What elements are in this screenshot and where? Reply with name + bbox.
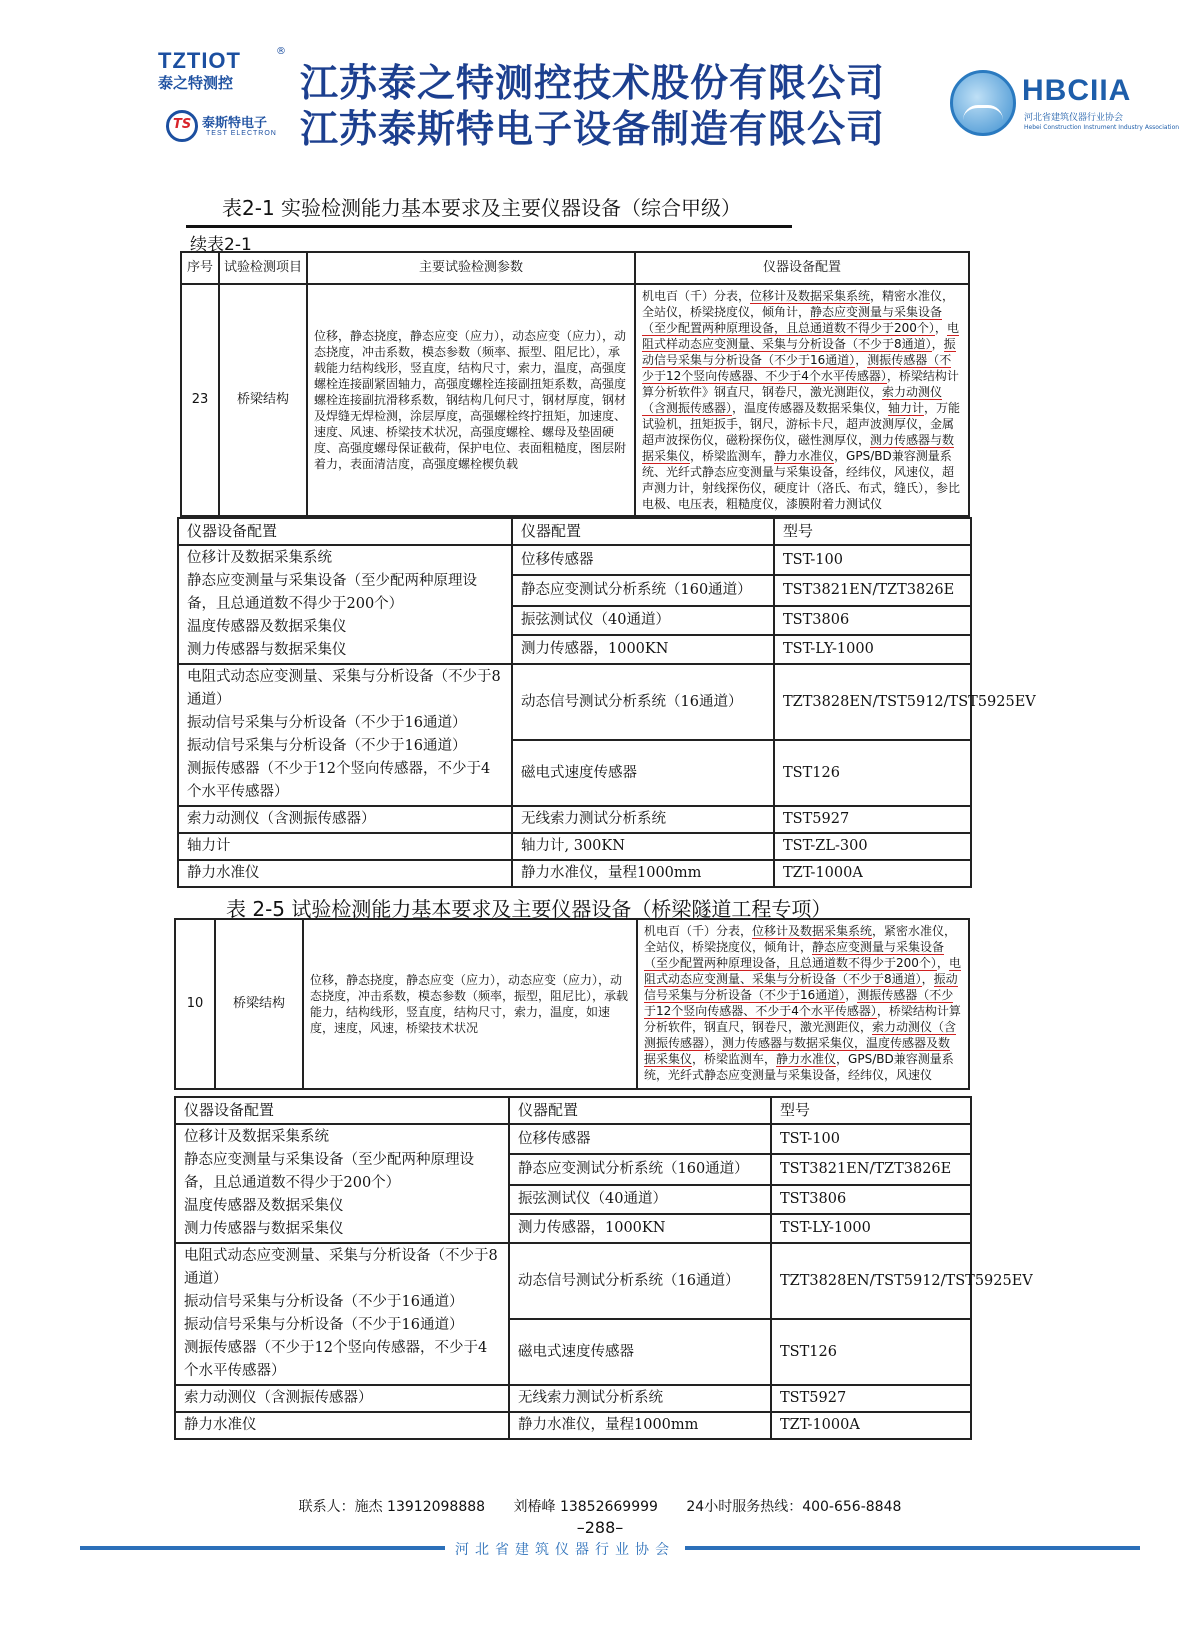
- model-cell: TST5927: [771, 1385, 971, 1412]
- header-model: 型号: [771, 1097, 971, 1124]
- config-item: 温度传感器及数据采集仪: [187, 619, 347, 635]
- config-item: 测振传感器（不少于12个竖向传感器，不少于4个水平传感器）: [187, 761, 491, 800]
- config-group-static: [175, 1124, 509, 1243]
- header-equipment: 仪器设备配置: [635, 252, 969, 284]
- highlighted-equipment-text: 测力传感器与数据采集仪，温度传感器及数据采集仪: [644, 1036, 951, 1066]
- footer-association: 河北省建筑仪器行业协会: [445, 1539, 685, 1559]
- config-table-2: [174, 1096, 1033, 1440]
- config-item: 振动信号采集与分析设备（不少于16通道）: [184, 1294, 464, 1310]
- registered-mark: ®: [276, 46, 286, 57]
- config-item: 静态应变测量与采集设备（至少配两种原理设备，且总通道数不得少于200个）: [184, 1152, 474, 1191]
- header-test-item: 试验检测项目: [219, 252, 307, 284]
- config-item: 静态应变测量与采集设备（至少配两种原理设备，且总通道数不得少于200个）: [187, 573, 477, 612]
- model-cell: TST3821EN/TZT3826E: [771, 1154, 971, 1185]
- ts-emblem-icon: TS: [166, 110, 198, 142]
- instrument-cell: 振弦测试仪（40通道）: [509, 1185, 771, 1214]
- hbciia-logo-cn: 河北省建筑仪器行业协会: [1024, 113, 1124, 123]
- instrument-cell: 无线索力测试分析系统: [512, 806, 774, 833]
- header-instrument: 仪器配置: [512, 518, 774, 545]
- equipment-text: ，桥梁结构计算分析软件，钢直尺，钢卷尺，激光测距仪，: [644, 1004, 961, 1034]
- equipment-text: ，紧密水准仪，全站仪，桥梁挠度仪，倾角计，: [644, 924, 957, 954]
- hbciia-logo: [950, 70, 1180, 140]
- contact-line: [0, 1496, 1200, 1516]
- config-item: 振动信号采集与分析设备（不少于16通道）: [187, 738, 467, 754]
- config-item: 测振传感器（不少于12个竖向传感器，不少于4个水平传感器）: [184, 1340, 488, 1379]
- config-left-cell: 静力水准仪: [175, 1412, 509, 1439]
- service-hotline: 24小时服务热线：400-656-8848: [686, 1499, 902, 1515]
- model-cell: TST-100: [771, 1124, 971, 1154]
- equipment-text: ，GPS/BD兼容测量系统，光纤式静态应变测量与采集设备，经纬仪，风速仪: [644, 1052, 954, 1082]
- page-number: –288–: [576, 1518, 624, 1537]
- contact-person-1: 联系人：施杰 13912098888: [298, 1499, 486, 1515]
- equipment-text: ，: [710, 1036, 723, 1050]
- highlighted-equipment-text: 静态应变测量与采集设备（至少配置两种原理设备，且总通道数不得少于200个）: [644, 940, 945, 970]
- row-test-params: 位移，静态挠度，静态应变（应力），动态应变（应力），动态挠度，冲击系数，模态参数（频率、振型、阻尼比），承载能力结构线形，竖直度，结构尺寸，索力，温度，高强度螺栓连接副紧固轴力，高强度螺栓连接副扭矩系数，高强度螺栓连接副抗滑移系数，钢结构几何尺寸，钢材厚度，钢材及焊缝无焊检测，涂层厚度，高强螺栓终拧扭矩，加速度、速度、风速、桥梁技术状况，高强度螺栓、螺母及垫固硬度、高强度螺母保证截荷，保护电位、表面粗糙度，图层附着力，表面清洁度，高强度螺栓楔负载: [307, 284, 635, 516]
- config-item: 振动信号采集与分析设备（不少于16通道）: [187, 715, 467, 731]
- equipment-text: ，精密水准仪，全站仪，桥梁挠度仪，倾角计，: [642, 289, 955, 319]
- highlighted-equipment-text: 测力传感器与数据采集仪: [642, 433, 955, 463]
- highlighted-equipment-text: 轴力计: [888, 401, 925, 415]
- contact-person-2: 刘椿峰 13852669999: [513, 1499, 658, 1515]
- row-serial: 10: [175, 919, 215, 1089]
- highlighted-equipment-text: 位移计及数据采集系统: [750, 289, 871, 303]
- equipment-text: ，: [936, 956, 949, 970]
- instrument-cell: 位移传感器: [512, 545, 774, 575]
- model-cell: TST-LY-1000: [771, 1214, 971, 1243]
- highlighted-equipment-text: 测振传感器（不少于12个竖向传感器、不少于4个水平传感器）: [644, 988, 954, 1018]
- model-cell: TST3821EN/TZT3826E: [774, 575, 971, 606]
- row-test-item: 桥梁结构: [219, 284, 307, 516]
- test-logo-en: TEST ELECTRON: [206, 130, 277, 137]
- model-cell: TST5927: [774, 806, 971, 833]
- tztiot-logo: [158, 48, 288, 93]
- instrument-cell: 测力传感器，1000KN: [509, 1214, 771, 1243]
- model-cell: TST3806: [771, 1185, 971, 1214]
- highlighted-equipment-text: 静力水准仪: [774, 449, 835, 463]
- row-equipment: [635, 284, 969, 516]
- row-test-params: 位移，静态挠度，静态应变（应力），动态应变（应力），动态挠度，冲击系数，模态参数（频率，振型，阻尼比），承载能力，结构线形，竖直度，结构尺寸，索力，温度，如速度，速度，风速，桥梁技术状况: [303, 919, 637, 1089]
- highlighted-equipment-text: 静态应变测量与采集设备（至少配置两种原理设备，且总通道数不得少于200个）: [642, 305, 943, 335]
- instrument-cell: 位移传感器: [509, 1124, 771, 1154]
- equipment-text: ，: [921, 972, 934, 986]
- instrument-cell: 动态信号测试分析系统（16通道）: [509, 1243, 771, 1319]
- company-name-2: 江苏泰斯特电子设备制造有限公司: [300, 107, 886, 151]
- hbciia-logo-title: HBCIIA: [1022, 74, 1132, 107]
- highlighted-equipment-text: 电阻式动态应变测量、采集与分析设备（不少于8通道）: [644, 956, 961, 986]
- table-2-1-continued-caption: 续表2-1: [190, 235, 252, 255]
- header-serial: 序号: [181, 252, 219, 284]
- highlighted-equipment-text: 振动信号采集与分析设备（不少于16通道）: [644, 972, 958, 1002]
- hbciia-logo-en: Hebei Construction Instrument Industry Association: [1024, 124, 1180, 131]
- highlighted-equipment-text: 振动信号采集与分析设备（不少于16通道）: [642, 337, 956, 367]
- company-name-1: 江苏泰之特测控技术股份有限公司: [300, 61, 886, 105]
- test-logo-cn: 泰斯特电子: [202, 116, 268, 131]
- instrument-cell: 振弦测试仪（40通道）: [512, 606, 774, 635]
- equipment-text: ，桥梁监测车，: [690, 449, 775, 463]
- page-header: [0, 0, 1200, 170]
- equipment-text: ，桥梁监测车，: [692, 1052, 777, 1066]
- tztiot-logo-text: TZTIOT: [158, 48, 241, 73]
- equipment-text: ，温度传感器及数据采集仪，: [732, 401, 889, 415]
- instrument-cell: 无线索力测试分析系统: [509, 1385, 771, 1412]
- config-left-cell: 轴力计: [178, 833, 512, 860]
- model-cell: TZT3828EN/TST5912/TST5925EV: [771, 1243, 971, 1319]
- table-2-1-caption: 表2-1 实验检测能力基本要求及主要仪器设备（综合甲级）: [222, 196, 742, 220]
- highlighted-equipment-text: 索力动测仪（含测振传感器）: [642, 385, 943, 415]
- test-electron-logo: [166, 110, 286, 144]
- instrument-cell: 静态应变测试分析系统（160通道）: [512, 575, 774, 606]
- config-group-static: [178, 545, 512, 664]
- config-item: 振动信号采集与分析设备（不少于16通道）: [184, 1317, 464, 1333]
- globe-bridge-icon: [950, 70, 1016, 136]
- model-cell: TST-ZL-300: [774, 833, 971, 860]
- header-instrument: 仪器配置: [509, 1097, 771, 1124]
- equipment-text: ，: [931, 337, 944, 351]
- row-test-item: 桥梁结构: [215, 919, 303, 1089]
- equipment-text: ，: [855, 353, 868, 367]
- config-left-cell: 静力水准仪: [178, 860, 512, 887]
- requirements-table-1: [180, 251, 970, 517]
- model-cell: TZT-1000A: [771, 1412, 971, 1439]
- instrument-cell: 静态应变测试分析系统（160通道）: [509, 1154, 771, 1185]
- instrument-cell: 磁电式速度传感器: [509, 1319, 771, 1385]
- highlighted-equipment-text: 位移计及数据采集系统: [752, 924, 873, 938]
- highlighted-equipment-text: 索力动测仪（含测振传感器）: [644, 1020, 957, 1050]
- equipment-text: ，万能试验机，扭矩扳手，钢尺，游标卡尺，超声波测厚仪，金属超声波探伤仪，磁粉探伤仪，磁性测厚仪，: [642, 401, 961, 447]
- model-cell: TZT3828EN/TST5912/TST5925EV: [774, 664, 971, 740]
- instrument-cell: 轴力计, 300KN: [512, 833, 774, 860]
- highlighted-equipment-text: 测振传感器（不少于12个竖向传感器、不少于4个水平传感器）: [642, 353, 952, 383]
- row-serial: 23: [181, 284, 219, 516]
- row-equipment: [637, 919, 969, 1089]
- equipment-text: ，: [845, 988, 858, 1002]
- config-item: 位移计及数据采集系统: [187, 550, 332, 566]
- config-left-cell: 索力动测仪（含测振传感器）: [175, 1385, 509, 1412]
- instrument-cell: 静力水准仪，量程1000mm: [512, 860, 774, 887]
- equipment-text: 机电百（千）分表，: [644, 924, 753, 938]
- config-item: 电阻式动态应变测量、采集与分析设备（不少于8通道）: [187, 669, 501, 708]
- header-model: 型号: [774, 518, 971, 545]
- config-item: 电阻式动态应变测量、采集与分析设备（不少于8通道）: [184, 1248, 498, 1287]
- model-cell: TST-LY-1000: [774, 635, 971, 664]
- requirements-table-2: [174, 918, 970, 1090]
- config-group-dynamic: [175, 1243, 509, 1385]
- equipment-text: 机电百（千）分表，: [642, 289, 751, 303]
- equipment-text: ，GPS/BD兼容测量系统、光纤式静态应变测量与采集设备，经纬仪，风速仪，超声测力计，射线探伤仪，硬度计（洛氏、布式，缝氏），参比电极、电压表，粗糙度仪，漆膜附着力测试仪: [642, 449, 961, 511]
- config-item: 测力传感器与数据采集仪: [187, 642, 347, 658]
- model-cell: TST126: [771, 1319, 971, 1385]
- equipment-text: ，桥梁结构计算分析软件》钢直尺，钢卷尺，激光测距仪，: [642, 369, 959, 399]
- header-test-params: 主要试验检测参数: [307, 252, 635, 284]
- instrument-cell: 磁电式速度传感器: [512, 740, 774, 806]
- model-cell: TST126: [774, 740, 971, 806]
- config-item: 位移计及数据采集系统: [184, 1129, 329, 1145]
- header-equipment-config: 仪器设备配置: [178, 518, 512, 545]
- model-cell: TST3806: [774, 606, 971, 635]
- config-item: 温度传感器及数据采集仪: [184, 1198, 344, 1214]
- instrument-cell: 测力传感器，1000KN: [512, 635, 774, 664]
- model-cell: TST-100: [774, 545, 971, 575]
- config-left-cell: 索力动测仪（含测振传感器）: [178, 806, 512, 833]
- instrument-cell: 动态信号测试分析系统（16通道）: [512, 664, 774, 740]
- config-group-dynamic: [178, 664, 512, 806]
- table-2-5-caption: 表 2-5 试验检测能力基本要求及主要仪器设备（桥梁隧道工程专项）: [226, 897, 832, 921]
- model-cell: TZT-1000A: [774, 860, 971, 887]
- highlighted-equipment-text: 电阻式样动态应变测量、采集与分析设备（不少于8通道）: [642, 321, 959, 351]
- config-table-1: [177, 517, 1036, 888]
- caption-underline: [186, 225, 792, 228]
- instrument-cell: 静力水准仪，量程1000mm: [509, 1412, 771, 1439]
- highlighted-equipment-text: 静力水准仪: [776, 1052, 837, 1066]
- tztiot-logo-cn: 泰之特测控: [158, 74, 234, 92]
- header-equipment-config: 仪器设备配置: [175, 1097, 509, 1124]
- config-item: 测力传感器与数据采集仪: [184, 1221, 344, 1237]
- equipment-text: ，: [934, 321, 947, 335]
